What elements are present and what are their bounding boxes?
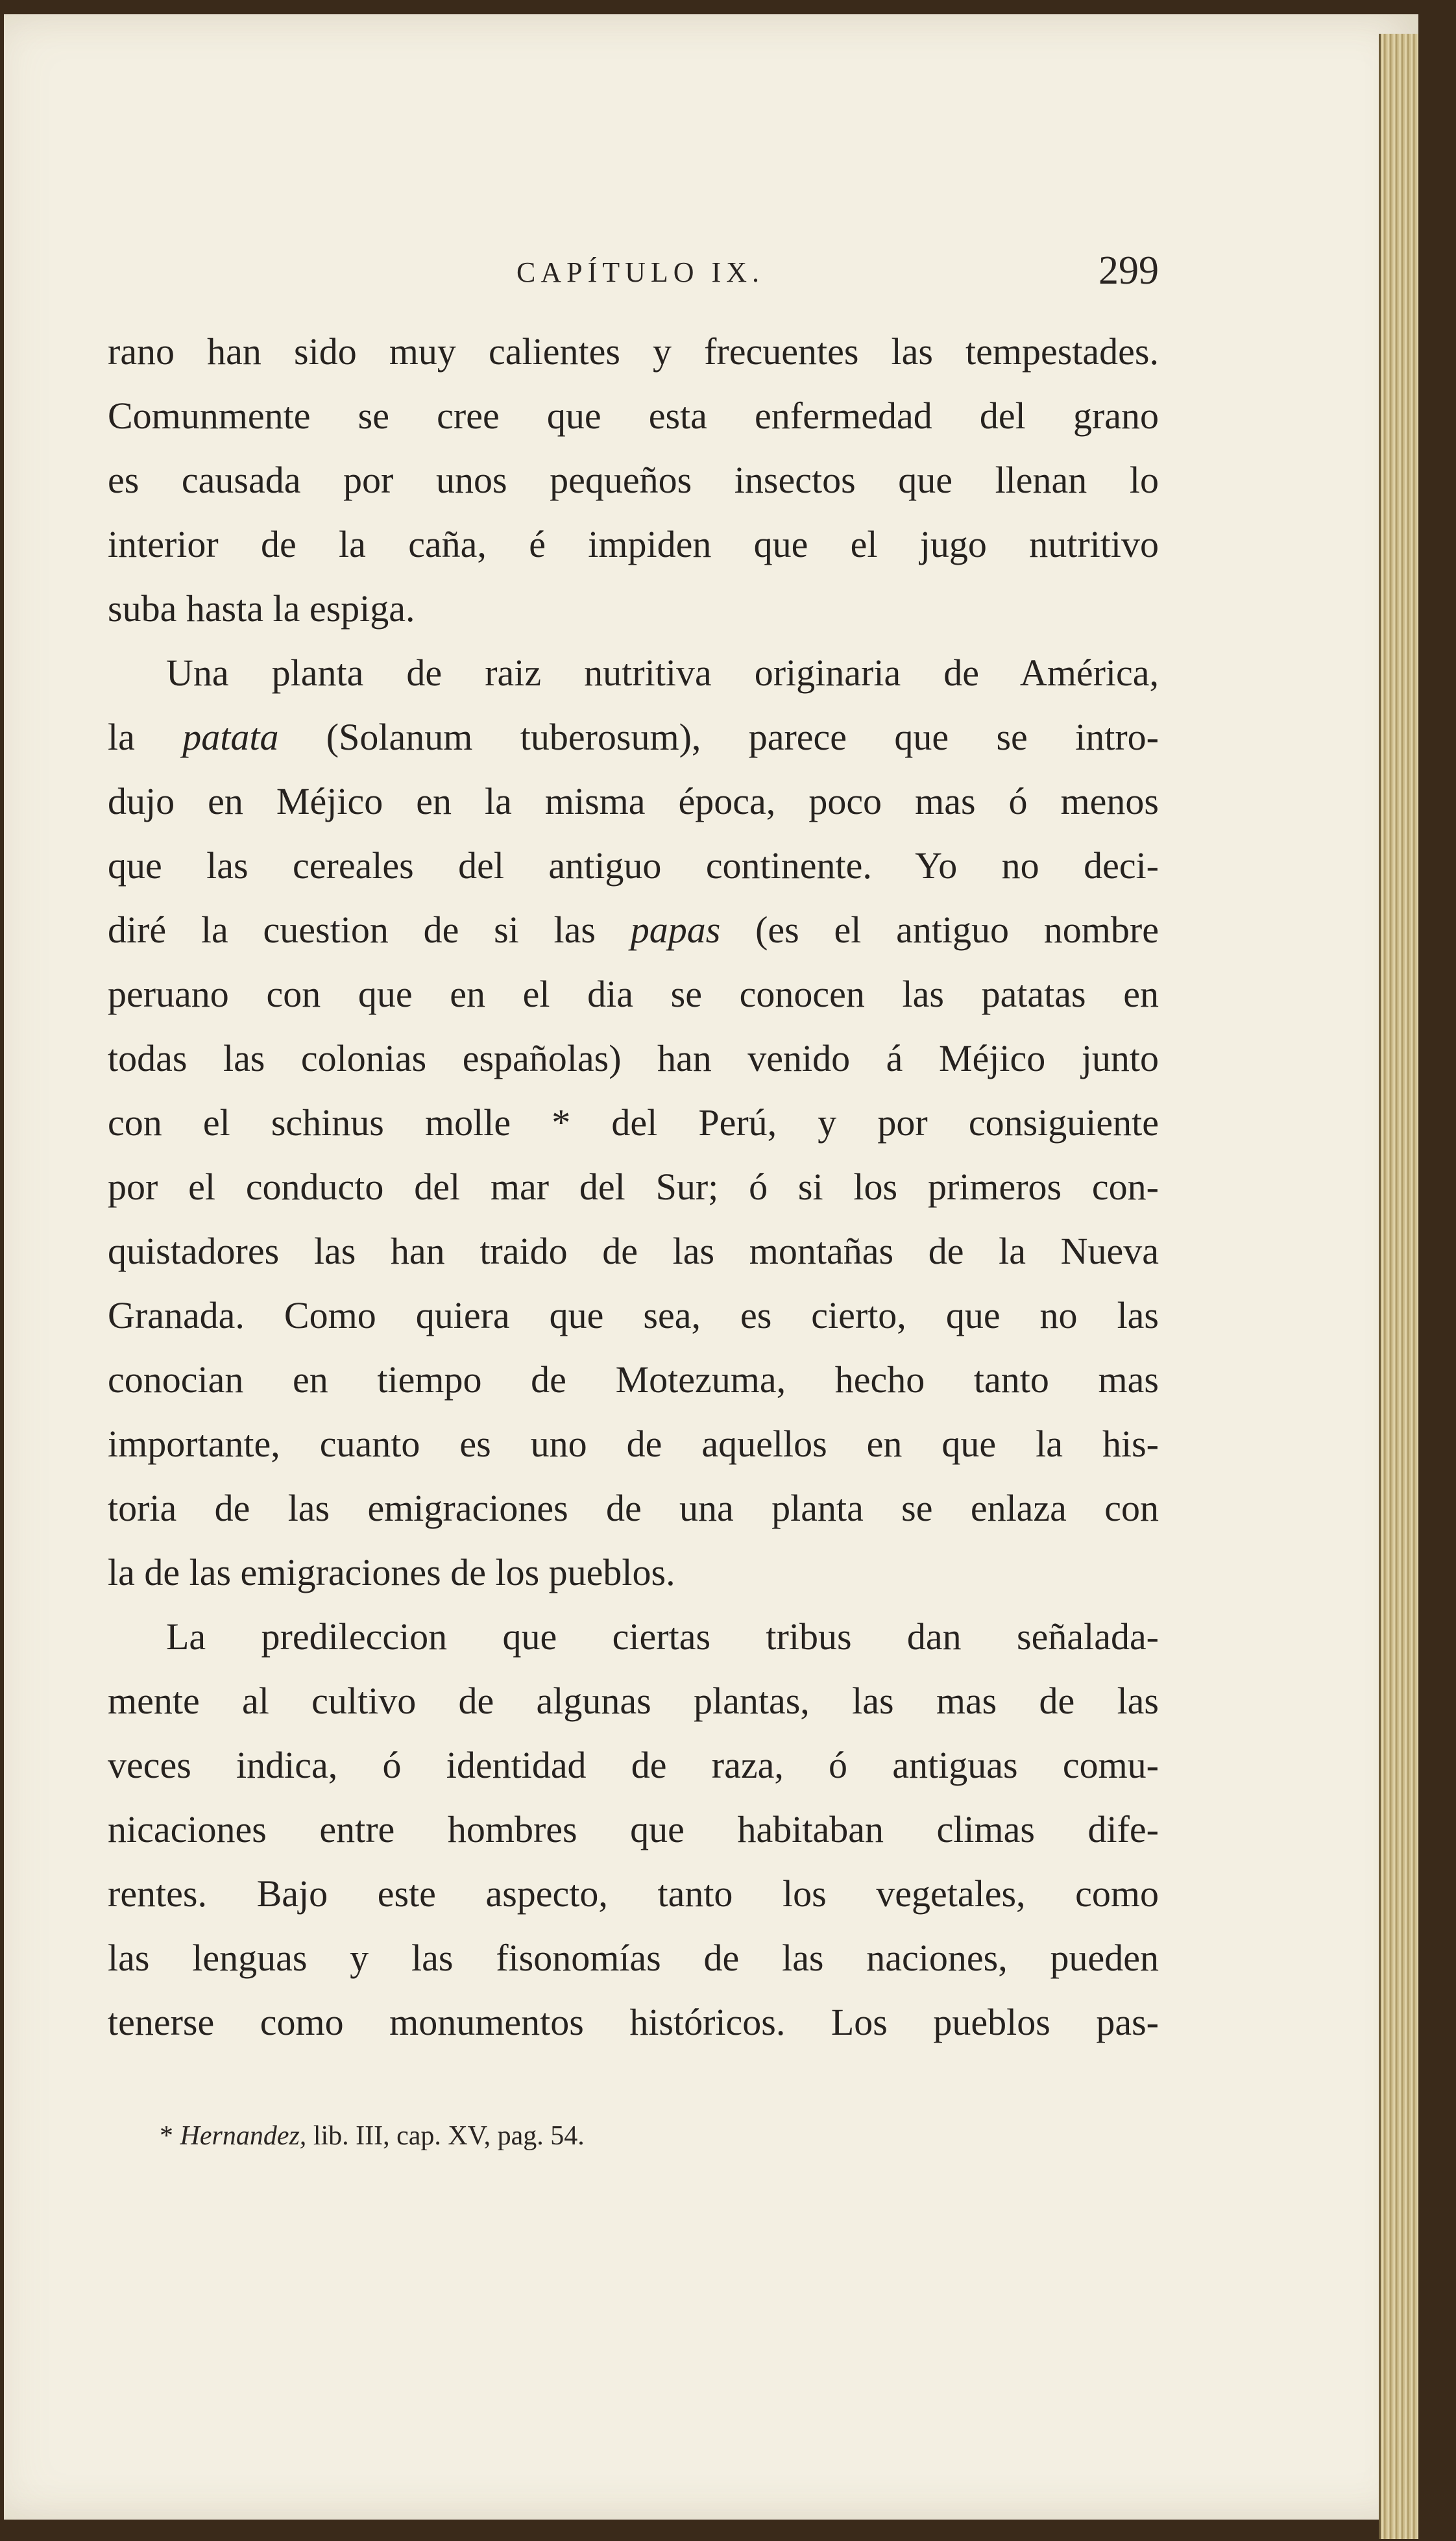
text-line: es causada por unos pequeños insectos que llenan lo <box>108 459 1159 501</box>
text-line-segment: (Solanum tuberosum), parece que se intro- <box>278 716 1159 758</box>
text-line: tenerse como monumentos históricos. Los pueblos pas- <box>108 2001 1159 2043</box>
text-line: rentes. Bajo este aspecto, tanto los vegetales, como <box>108 1872 1159 1915</box>
text-line: dujo en Méjico en la misma época, poco mas ó menos <box>108 780 1159 822</box>
text-line: la de las emigraciones de los pueblos. <box>108 1551 675 1593</box>
body-text <box>108 319 1159 2054</box>
italic-term: patata <box>182 716 279 758</box>
italic-term: papas <box>630 909 721 951</box>
text-line: peruano con que en el dia se conocen las patatas en <box>108 973 1159 1015</box>
text-line: por el conducto del mar del Sur; ó si los primeros con- <box>108 1166 1159 1208</box>
text-line: La predileccion que ciertas tribus dan señalada- <box>166 1615 1159 1658</box>
text-line: que las cereales del antiguo continente. Yo no deci- <box>108 844 1159 887</box>
footnote-marker: * <box>160 2121 173 2151</box>
text-line: veces indica, ó identidad de raza, ó antiguas comu- <box>108 1744 1159 1786</box>
text-line: con el schinus molle * del Perú, y por consiguiente <box>108 1101 1159 1144</box>
text-line: Comunmente se cree que esta enfermedad del grano <box>108 395 1159 437</box>
text-line: mente al cultivo de algunas plantas, las mas de las <box>108 1680 1159 1722</box>
text-line: quistadores las han traido de las montañas de la Nueva <box>108 1230 1159 1272</box>
text-line-segment: (es el antiguo nombre <box>720 909 1159 951</box>
text-line: conocian en tiempo de Motezuma, hecho tanto mas <box>108 1358 1159 1401</box>
running-head: CAPÍTULO IX. <box>516 256 764 288</box>
text-line: suba hasta la espiga. <box>108 587 415 630</box>
footnote-reference: lib. III, cap. XV, pag. 54. <box>306 2121 585 2151</box>
text-line: rano han sido muy calientes y frecuentes las tempestades. <box>108 330 1159 373</box>
footnote <box>160 2120 585 2152</box>
text-line: toria de las emigraciones de una planta se enlaza con <box>108 1487 1159 1529</box>
text-line <box>108 705 1159 769</box>
footnote-author: Hernandez, <box>180 2121 307 2151</box>
page-header <box>108 248 1159 306</box>
text-line-segment: la <box>108 716 183 758</box>
page-edge <box>1379 34 1418 2539</box>
text-line: Granada. Como quiera que sea, es cierto, que no las <box>108 1294 1159 1336</box>
page-number: 299 <box>1098 249 1159 293</box>
text-line: nicaciones entre hombres que habitaban climas dife- <box>108 1808 1159 1850</box>
text-line: las lenguas y las fisonomías de las naciones, pueden <box>108 1937 1159 1979</box>
text-line: todas las colonias españolas) han venido á Méjico junto <box>108 1037 1159 1079</box>
text-line: importante, cuanto es uno de aquellos en que la his- <box>108 1423 1159 1465</box>
book-page <box>4 14 1418 2520</box>
text-line: Una planta de raiz nutritiva originaria de América, <box>166 652 1159 694</box>
text-line-segment: diré la cuestion de si las <box>108 909 631 951</box>
text-line <box>108 898 1159 962</box>
text-line: interior de la caña, é impiden que el jugo nutritivo <box>108 523 1159 565</box>
